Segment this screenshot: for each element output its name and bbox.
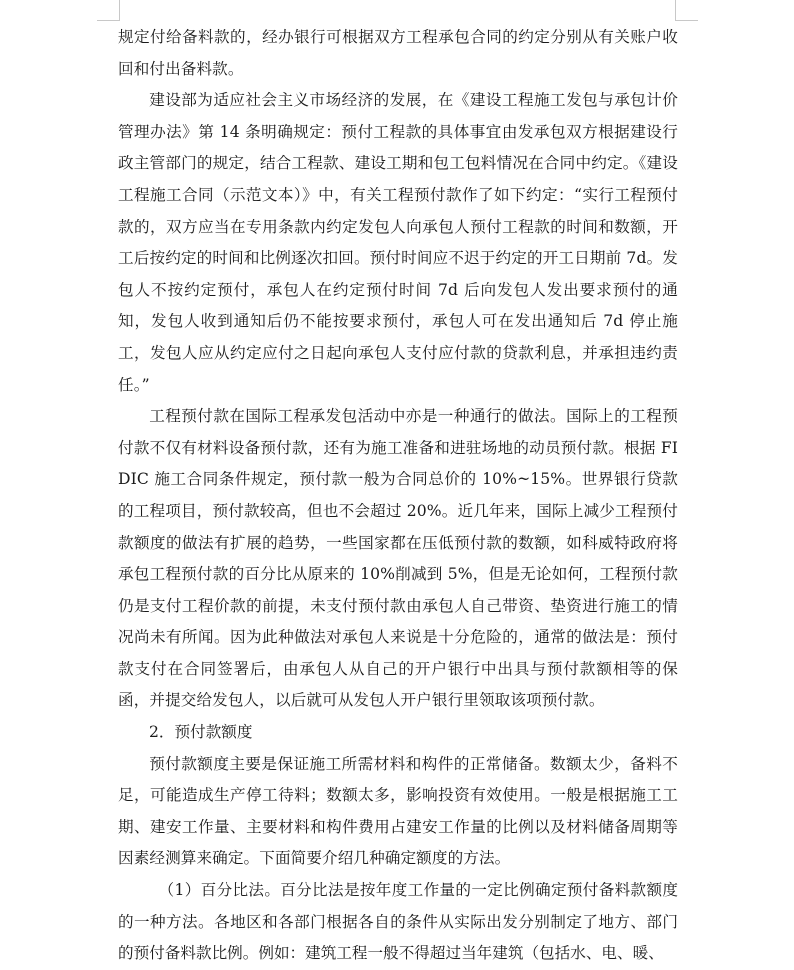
crop-mark-right (675, 0, 698, 21)
crop-mark-left (97, 0, 120, 21)
document-body (118, 22, 678, 970)
paragraph-advance-amount: 预付款额度主要是保证施工所需材料和构件的正常储备。数额太少，备料不足，可能造成生产停工待料；数额太多，影响投资有效使用。一般是根据施工工期、建安工作量、主要材料和构件费用占建安工作量的比例以及材料储备周期等因素经测算来确定。下面简要介绍几种确定额度的方法。 (118, 754, 678, 868)
paragraph-continuation: 规定付给备料款的，经办银行可根据双方工程承包合同的约定分别从有关账户收回和付出备料款。 (118, 28, 678, 78)
paragraph-construction-ministry-rules: 建设部为适应社会主义市场经济的发展，在《建设工程施工发包与承包计价管理办法》第 14 条明确规定：预付工程款的具体事宜由发承包双方根据建设行政主管部门的规定，结合工程款、建设工期和包工包料情况在合同中约定。《建设工程施工合同（示范文本）》中，有关工程预付款作了如下约定：“实行工程预付款的，双方应当在专用条款内约定发包人向承包人预付工程款的时间和数额，开工后按约定的时间和比例逐次扣回。预付时间应不迟于约定的开工日期前 7d。发包人不按约定预付，承包人在约定预付时间 7d 后向发包人发出要求预付的通知，发包人收到通知后仍不能按要求预付，承包人可在发出通知后 7d 停止施工，发包人应从约定应付之日起向承包人支付应付款的贷款利息，并承担违约责任。” (118, 91, 678, 394)
paragraph-international-practice: 工程预付款在国际工程承发包活动中亦是一种通行的做法。国际上的工程预付款不仅有材料设备预付款，还有为施工准备和进驻场地的动员预付款。根据 FIDIC 施工合同条件规定，预付款一般为合同总价的 10%~15%。世界银行贷款的工程项目，预付款较高，但也不会超过 20%。近几年来，国际上减少工程预付款额度的做法有扩展的趋势，一些国家都在压低预付款的数额，如科威特政府将承包工程预付款的百分比从原来的 10%削减到 5%，但是无论如何，工程预付款仍是支付工程价款的前提，未支付预付款由承包人自己带资、垫资进行施工的情况尚未有所闻。因为此种做法对承包人来说是十分危险的，通常的做法是：预付款支付在合同签署后，由承包人从自己的开户银行中出具与预付款额相等的保函，并提交给发包人，以后就可从发包人开户银行里领取该项预付款。 (118, 407, 678, 710)
list-item-percentage-method: （1）百分比法。百分比法是按年度工作量的一定比例确定预付备料款额度的一种方法。各地区和各部门根据各自的条件从实际出发分别制定了地方、部门的预付备料款比例。例如：建筑工程一般不得超过当年建筑（包括水、电、暖、 (118, 881, 678, 963)
section-heading-advance-amount: 2．预付款额度 (149, 723, 253, 742)
